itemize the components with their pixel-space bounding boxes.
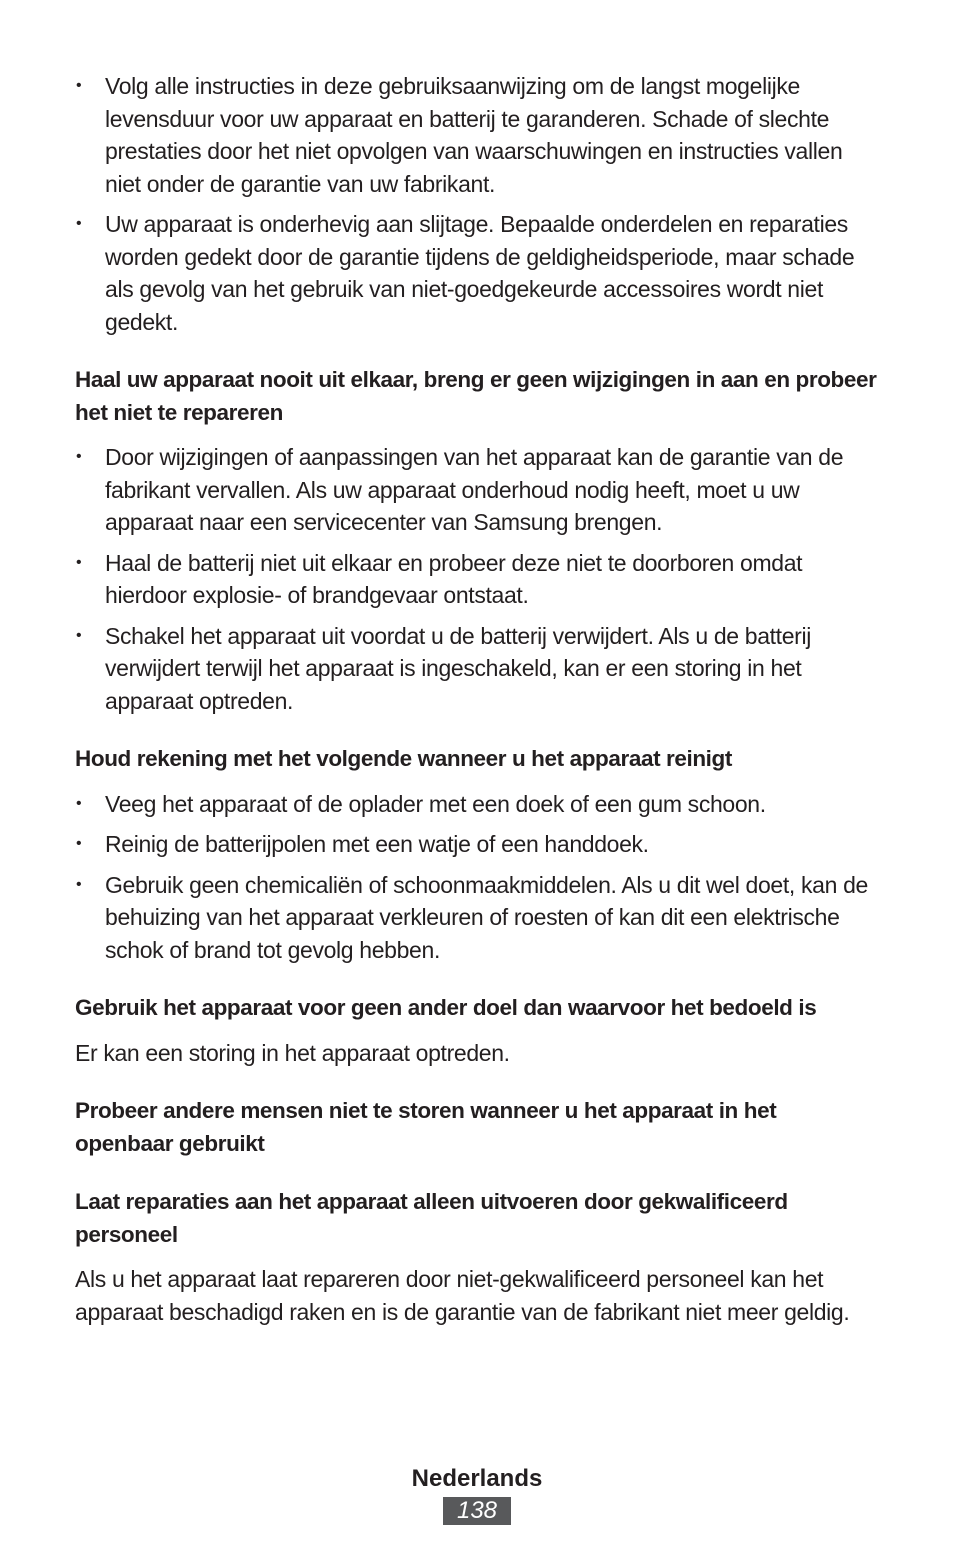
page-footer xyxy=(0,1462,954,1525)
list-item-text: Door wijzigingen of aanpassingen van het apparaat kan de garantie van de fabrikant vervallen. Als uw apparaat onderhoud nodig heeft, moet u uw apparaat naar een servicecenter van Samsung brengen. xyxy=(105,444,844,535)
bullet-icon: • xyxy=(76,875,82,893)
intro-bullet-list xyxy=(75,70,880,338)
list-item-text: Veeg het apparaat of de oplader met een doek of een gum schoon. xyxy=(105,790,766,817)
bullet-icon: • xyxy=(76,448,82,465)
bullet-icon: • xyxy=(76,626,82,644)
list-item-text: Gebruik geen chemicaliën of schoonmaakmiddelen. Als u dit wel doet, kan de behuizing van het apparaat verkleuren of roesten of kan dit een elektrische schok of brand tot gevolg hebben. xyxy=(105,871,868,963)
section-heading-disassembly: Haal uw apparaat nooit uit elkaar, breng er geen wijzigingen in aan en probeer het niet te repareren xyxy=(75,367,877,425)
bullet-icon: • xyxy=(76,794,82,812)
section-heading-cleaning: Houd rekening met het volgende wanneer u het apparaat reinigt xyxy=(75,746,732,771)
list-item xyxy=(75,620,880,718)
list-item xyxy=(75,788,880,821)
list-item xyxy=(75,547,880,612)
bullet-icon: • xyxy=(76,553,82,571)
list-item-text: Reinig de batterijpolen met een watje of een handdoek. xyxy=(105,831,649,857)
list-item xyxy=(75,828,880,861)
list-item-text: Uw apparaat is onderhevig aan slijtage. Bepaalde onderdelen en reparaties worden gedekt door de garantie tijdens de geldigheidsperiode, maar schade als gevolg van het gebruik van niet-goedgekeurde accessoires wordt niet gedekt. xyxy=(105,211,855,335)
section-heading-repairs: Laat reparaties aan het apparaat alleen uitvoeren door gekwalificeerd personeel xyxy=(75,1189,788,1247)
page-number-badge: 138 xyxy=(443,1497,511,1525)
section-heading-intended-use: Gebruik het apparaat voor geen ander doel dan waarvoor het bedoeld is xyxy=(75,995,817,1020)
list-item-text: Schakel het apparaat uit voordat u de batterij verwijdert. Als u de batterij verwijdert terwijl het apparaat is ingeschakeld, kan er een storing in het apparaat optreden. xyxy=(105,622,811,714)
bullet-icon: • xyxy=(76,77,82,94)
list-item xyxy=(75,441,880,539)
list-item-text: Haal de batterij niet uit elkaar en probeer deze niet te doorboren omdat hierdoor explosie- of brandgevaar ontstaat. xyxy=(105,549,803,608)
manual-page-content xyxy=(75,70,880,1336)
disassembly-bullet-list xyxy=(75,441,880,717)
section-heading-public-use: Probeer andere mensen niet te storen wanneer u het apparaat in het openbaar gebruikt xyxy=(75,1098,777,1156)
list-item xyxy=(75,70,880,200)
bullet-icon: • xyxy=(76,215,82,232)
bullet-icon: • xyxy=(76,835,82,852)
section-paragraph-repairs: Als u het apparaat laat repareren door niet-gekwalificeerd personeel kan het apparaat beschadigd raken en is de garantie van de fabrikant niet meer geldig. xyxy=(75,1266,850,1325)
list-item xyxy=(75,208,880,338)
footer-language: Nederlands xyxy=(411,1465,543,1492)
list-item-text: Volg alle instructies in deze gebruiksaanwijzing om de langst mogelijke levensduur voor uw apparaat en batterij te garanderen. Schade of slechte prestaties door het niet opvolgen van waarschuwingen en instructies vallen niet onder de garantie van uw fabrikant. xyxy=(105,73,843,197)
cleaning-bullet-list xyxy=(75,788,880,967)
list-item xyxy=(75,869,880,967)
section-paragraph-intended-use: Er kan een storing in het apparaat optreden. xyxy=(75,1039,510,1066)
